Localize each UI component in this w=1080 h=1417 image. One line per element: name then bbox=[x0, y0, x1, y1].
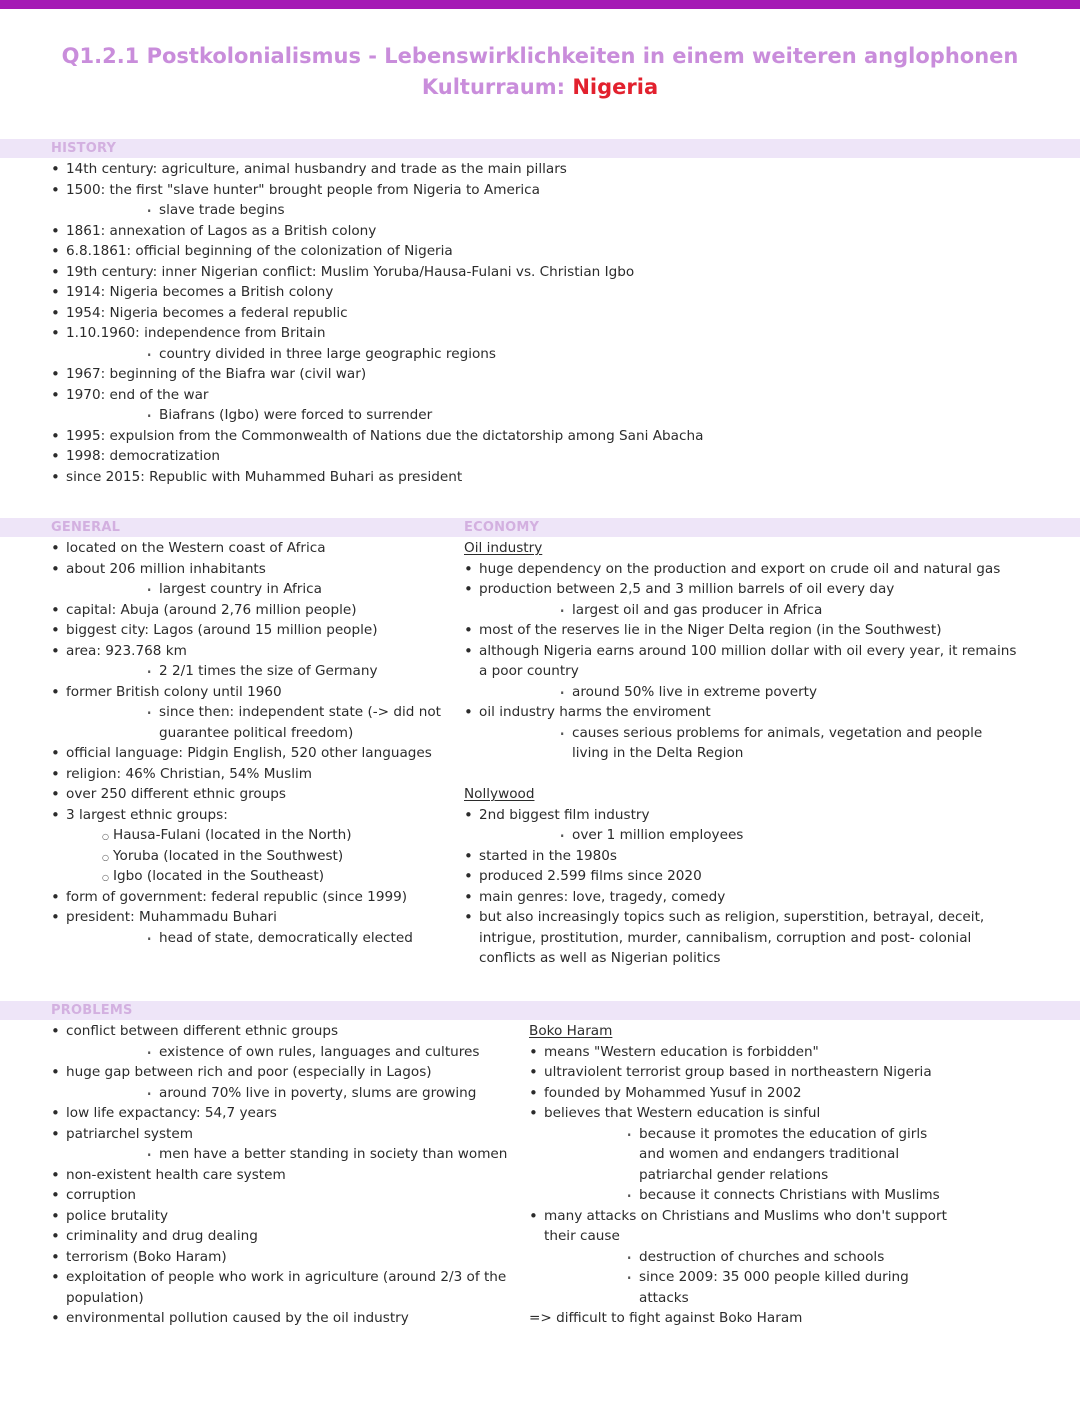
problems-list bbox=[51, 1021, 507, 1329]
problems-subitem: · around 70% live in poverty, slums are growing bbox=[51, 1083, 507, 1104]
title-line-2 bbox=[60, 72, 1020, 103]
general-subitem: · since then: independent state (-> did not bbox=[51, 702, 441, 723]
problems-item: • criminality and drug dealing bbox=[51, 1226, 507, 1247]
boko-continuation: their cause bbox=[544, 1228, 620, 1244]
history-subitem: · Biafrans (Igbo) were forced to surrender bbox=[51, 405, 703, 426]
history-item: • 1500: the first "slave hunter" brought people from Nigeria to America bbox=[51, 180, 703, 201]
problems-item: • corruption bbox=[51, 1185, 507, 1206]
problems-band bbox=[0, 1001, 1080, 1020]
history-item: • since 2015: Republic with Muhammed Buhari as president bbox=[51, 467, 703, 488]
economy-item: • huge dependency on the production and export on crude oil and natural gas bbox=[464, 559, 1016, 580]
general-item: • biggest city: Lagos (around 15 million people) bbox=[51, 620, 441, 641]
general-item: • religion: 46% Christian, 54% Muslim bbox=[51, 764, 441, 785]
general-item: • president: Muhammadu Buhari bbox=[51, 907, 441, 928]
problems-item: • non-existent health care system bbox=[51, 1165, 507, 1186]
problems-item: • exploitation of people who work in agriculture (around 2/3 of the bbox=[51, 1267, 507, 1288]
history-item: • 1998: democratization bbox=[51, 446, 703, 467]
history-item: • 1861: annexation of Lagos as a British colony bbox=[51, 221, 703, 242]
nollywood-continuation: conflicts as well as Nigerian politics bbox=[479, 950, 721, 966]
general-item: • official language: Pidgin English, 520 other languages bbox=[51, 743, 441, 764]
boko-subitem: · destruction of churches and schools bbox=[529, 1247, 947, 1268]
boko-subitem: · because it connects Christians with Muslims bbox=[529, 1185, 947, 1206]
nollywood-item: • produced 2.599 films since 2020 bbox=[464, 866, 1016, 887]
history-item: • 1970: end of the war bbox=[51, 385, 703, 406]
history-item: • 1995: expulsion from the Commonwealth of Nations due the dictatorship among Sani Abacha bbox=[51, 426, 703, 447]
history-item: • 19th century: inner Nigerian conflict: Muslim Yoruba/Hausa-Fulani vs. Christian Igbo bbox=[51, 262, 703, 283]
boko-item: • believes that Western education is sinful bbox=[529, 1103, 947, 1124]
general-item: • capital: Abuja (around 2,76 million people) bbox=[51, 600, 441, 621]
nollywood-item: • but also increasingly topics such as religion, superstition, betrayal, deceit, bbox=[464, 907, 1016, 928]
general-list bbox=[51, 538, 441, 948]
boko-subitem: · since 2009: 35 000 people killed during bbox=[529, 1267, 947, 1288]
history-subitem: · slave trade begins bbox=[51, 200, 703, 221]
history-item: • 1.10.1960: independence from Britain bbox=[51, 323, 703, 344]
general-subitem: ○ Igbo (located in the Southeast) bbox=[51, 866, 441, 887]
economy-item: • most of the reserves lie in the Niger Delta region (in the Southwest) bbox=[464, 620, 1016, 641]
economy-subitem: · around 50% live in extreme poverty bbox=[464, 682, 1016, 703]
spacer bbox=[464, 764, 1016, 785]
boko-continuation: patriarchal gender relations bbox=[639, 1166, 829, 1183]
problems-item: • police brutality bbox=[51, 1206, 507, 1227]
general-subitem: ○ Hausa-Fulani (located in the North) bbox=[51, 825, 441, 846]
nollywood-item: • main genres: love, tragedy, comedy bbox=[464, 887, 1016, 908]
general-subitem: · 2 2/1 times the size of Germany bbox=[51, 661, 441, 682]
title-prefix: Kulturraum: bbox=[421, 75, 573, 99]
general-item: • form of government: federal republic (since 1999) bbox=[51, 887, 441, 908]
general-item: • about 206 million inhabitants bbox=[51, 559, 441, 580]
economy-continuation: living in the Delta Region bbox=[572, 745, 744, 761]
economy-item: • oil industry harms the enviroment bbox=[464, 702, 1016, 723]
nollywood-item: • 2nd biggest film industry bbox=[464, 805, 1016, 826]
economy-item: • production between 2,5 and 3 million barrels of oil every day bbox=[464, 579, 1016, 600]
boko-subitem: · because it promotes the education of girls bbox=[529, 1124, 947, 1145]
economy-subitem: · causes serious problems for animals, vegetation and people bbox=[464, 723, 1016, 744]
general-item: • area: 923.768 km bbox=[51, 641, 441, 662]
history-list bbox=[51, 159, 703, 487]
problems-label: PROBLEMS bbox=[51, 1003, 133, 1018]
problems-item: • environmental pollution caused by the oil industry bbox=[51, 1308, 507, 1329]
problems-item: • low life expactancy: 54,7 years bbox=[51, 1103, 507, 1124]
history-item: • 1967: beginning of the Biafra war (civil war) bbox=[51, 364, 703, 385]
problems-item: • terrorism (Boko Haram) bbox=[51, 1247, 507, 1268]
nollywood-continuation: intrigue, prostitution, murder, cannibalism, corruption and post- colonial bbox=[479, 929, 972, 946]
nollywood-subitem: · over 1 million employees bbox=[464, 825, 1016, 846]
problems-item: • patriarchel system bbox=[51, 1124, 507, 1145]
history-item: • 1914: Nigeria becomes a British colony bbox=[51, 282, 703, 303]
general-item: • former British colony until 1960 bbox=[51, 682, 441, 703]
boko-item: • ultraviolent terrorist group based in northeastern Nigeria bbox=[529, 1062, 947, 1083]
economy-label: ECONOMY bbox=[464, 520, 540, 535]
general-subitem: · head of state, democratically elected bbox=[51, 928, 441, 949]
general-item: • 3 largest ethnic groups: bbox=[51, 805, 441, 826]
title-line-1: Q1.2.1 Postkolonialismus - Lebenswirklichkeiten in einem weiteren anglophonen bbox=[61, 44, 1019, 68]
problems-subitem: · men have a better standing in society than women bbox=[51, 1144, 507, 1165]
nollywood-item: • started in the 1980s bbox=[464, 846, 1016, 867]
economy-continuation: a poor country bbox=[479, 663, 579, 679]
economy-subitem: · largest oil and gas producer in Africa bbox=[464, 600, 1016, 621]
nollywood-heading: Nollywood bbox=[464, 786, 535, 802]
economy-list bbox=[464, 538, 1016, 969]
boko-heading: Boko Haram bbox=[529, 1023, 613, 1039]
history-item: • 1954: Nigeria becomes a federal republic bbox=[51, 303, 703, 324]
accent-bar bbox=[0, 0, 1080, 9]
boko-item: • founded by Mohammed Yusuf in 2002 bbox=[529, 1083, 947, 1104]
problems-item: • conflict between different ethnic groups bbox=[51, 1021, 507, 1042]
history-item: • 14th century: agriculture, animal husbandry and trade as the main pillars bbox=[51, 159, 703, 180]
boko-continuation: attacks bbox=[639, 1289, 689, 1306]
oil-heading: Oil industry bbox=[464, 540, 543, 556]
general-item: • located on the Western coast of Africa bbox=[51, 538, 441, 559]
boko-continuation: and women and endangers traditional bbox=[639, 1146, 900, 1162]
boko-conclusion: => difficult to fight against Boko Haram bbox=[529, 1310, 803, 1326]
problems-item: • huge gap between rich and poor (especially in Lagos) bbox=[51, 1062, 507, 1083]
history-band bbox=[0, 139, 1080, 158]
boko-item: • many attacks on Christians and Muslims who don't support bbox=[529, 1206, 947, 1227]
history-item: • 6.8.1861: official beginning of the colonization of Nigeria bbox=[51, 241, 703, 262]
history-subitem: · country divided in three large geographic regions bbox=[51, 344, 703, 365]
history-label: HISTORY bbox=[51, 141, 117, 156]
general-item: • over 250 different ethnic groups bbox=[51, 784, 441, 805]
problems-continuation: population) bbox=[66, 1289, 144, 1306]
general-subitem: ○ Yoruba (located in the Southwest) bbox=[51, 846, 441, 867]
page-title bbox=[60, 41, 1020, 103]
economy-item: • although Nigeria earns around 100 million dollar with oil every year, it remains bbox=[464, 641, 1016, 662]
problems-subitem: · existence of own rules, languages and cultures bbox=[51, 1042, 507, 1063]
boko-item: • means "Western education is forbidden" bbox=[529, 1042, 947, 1063]
general-subitem: · largest country in Africa bbox=[51, 579, 441, 600]
general-continuation: guarantee political freedom) bbox=[159, 724, 354, 741]
title-highlight: Nigeria bbox=[572, 75, 659, 99]
general-label: GENERAL bbox=[51, 520, 121, 535]
general-economy-band bbox=[0, 518, 1080, 537]
boko-list bbox=[529, 1021, 947, 1329]
